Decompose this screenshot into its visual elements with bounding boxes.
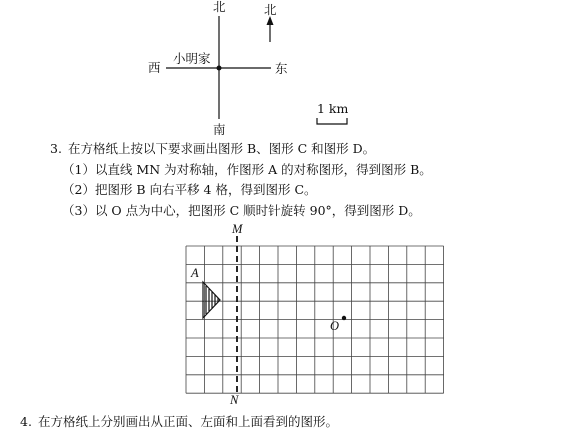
- problem-4-stem: 在方格纸上分别画出从正面、左面和上面看到的图形。: [38, 414, 339, 429]
- label-n: N: [230, 393, 239, 407]
- label-o: O: [330, 319, 340, 333]
- problem-3-item-1: （1）以直线 MN 为对称轴，作图形 A 的对称图形，得到图形 B。: [62, 162, 432, 177]
- figure-a: [203, 282, 220, 318]
- problem-3-item-2: （2）把图形 B 向右平移 4 格，得到图形 C。: [62, 182, 317, 197]
- compass-west-label: 西: [148, 60, 161, 75]
- problem-4-number: 4.: [20, 414, 32, 429]
- grid-lines: [186, 246, 444, 393]
- home-label: 小明家: [173, 51, 211, 66]
- problem-3-number: 3.: [50, 141, 62, 156]
- arrow-north-label: 北: [264, 2, 277, 17]
- scale-label: 1 km: [317, 101, 349, 116]
- point-o: [342, 316, 346, 320]
- problem-3-stem: 在方格纸上按以下要求画出图形 B、图形 C 和图形 D。: [68, 141, 376, 156]
- compass-south-label: 南: [213, 122, 226, 137]
- compass-north-label: 北: [213, 0, 226, 14]
- compass-east-label: 东: [275, 61, 288, 76]
- label-m: M: [232, 222, 243, 236]
- problem-3-item-3: （3）以 O 点为中心，把图形 C 顺时针旋转 90°，得到图形 D。: [62, 203, 421, 218]
- label-a: A: [191, 266, 199, 280]
